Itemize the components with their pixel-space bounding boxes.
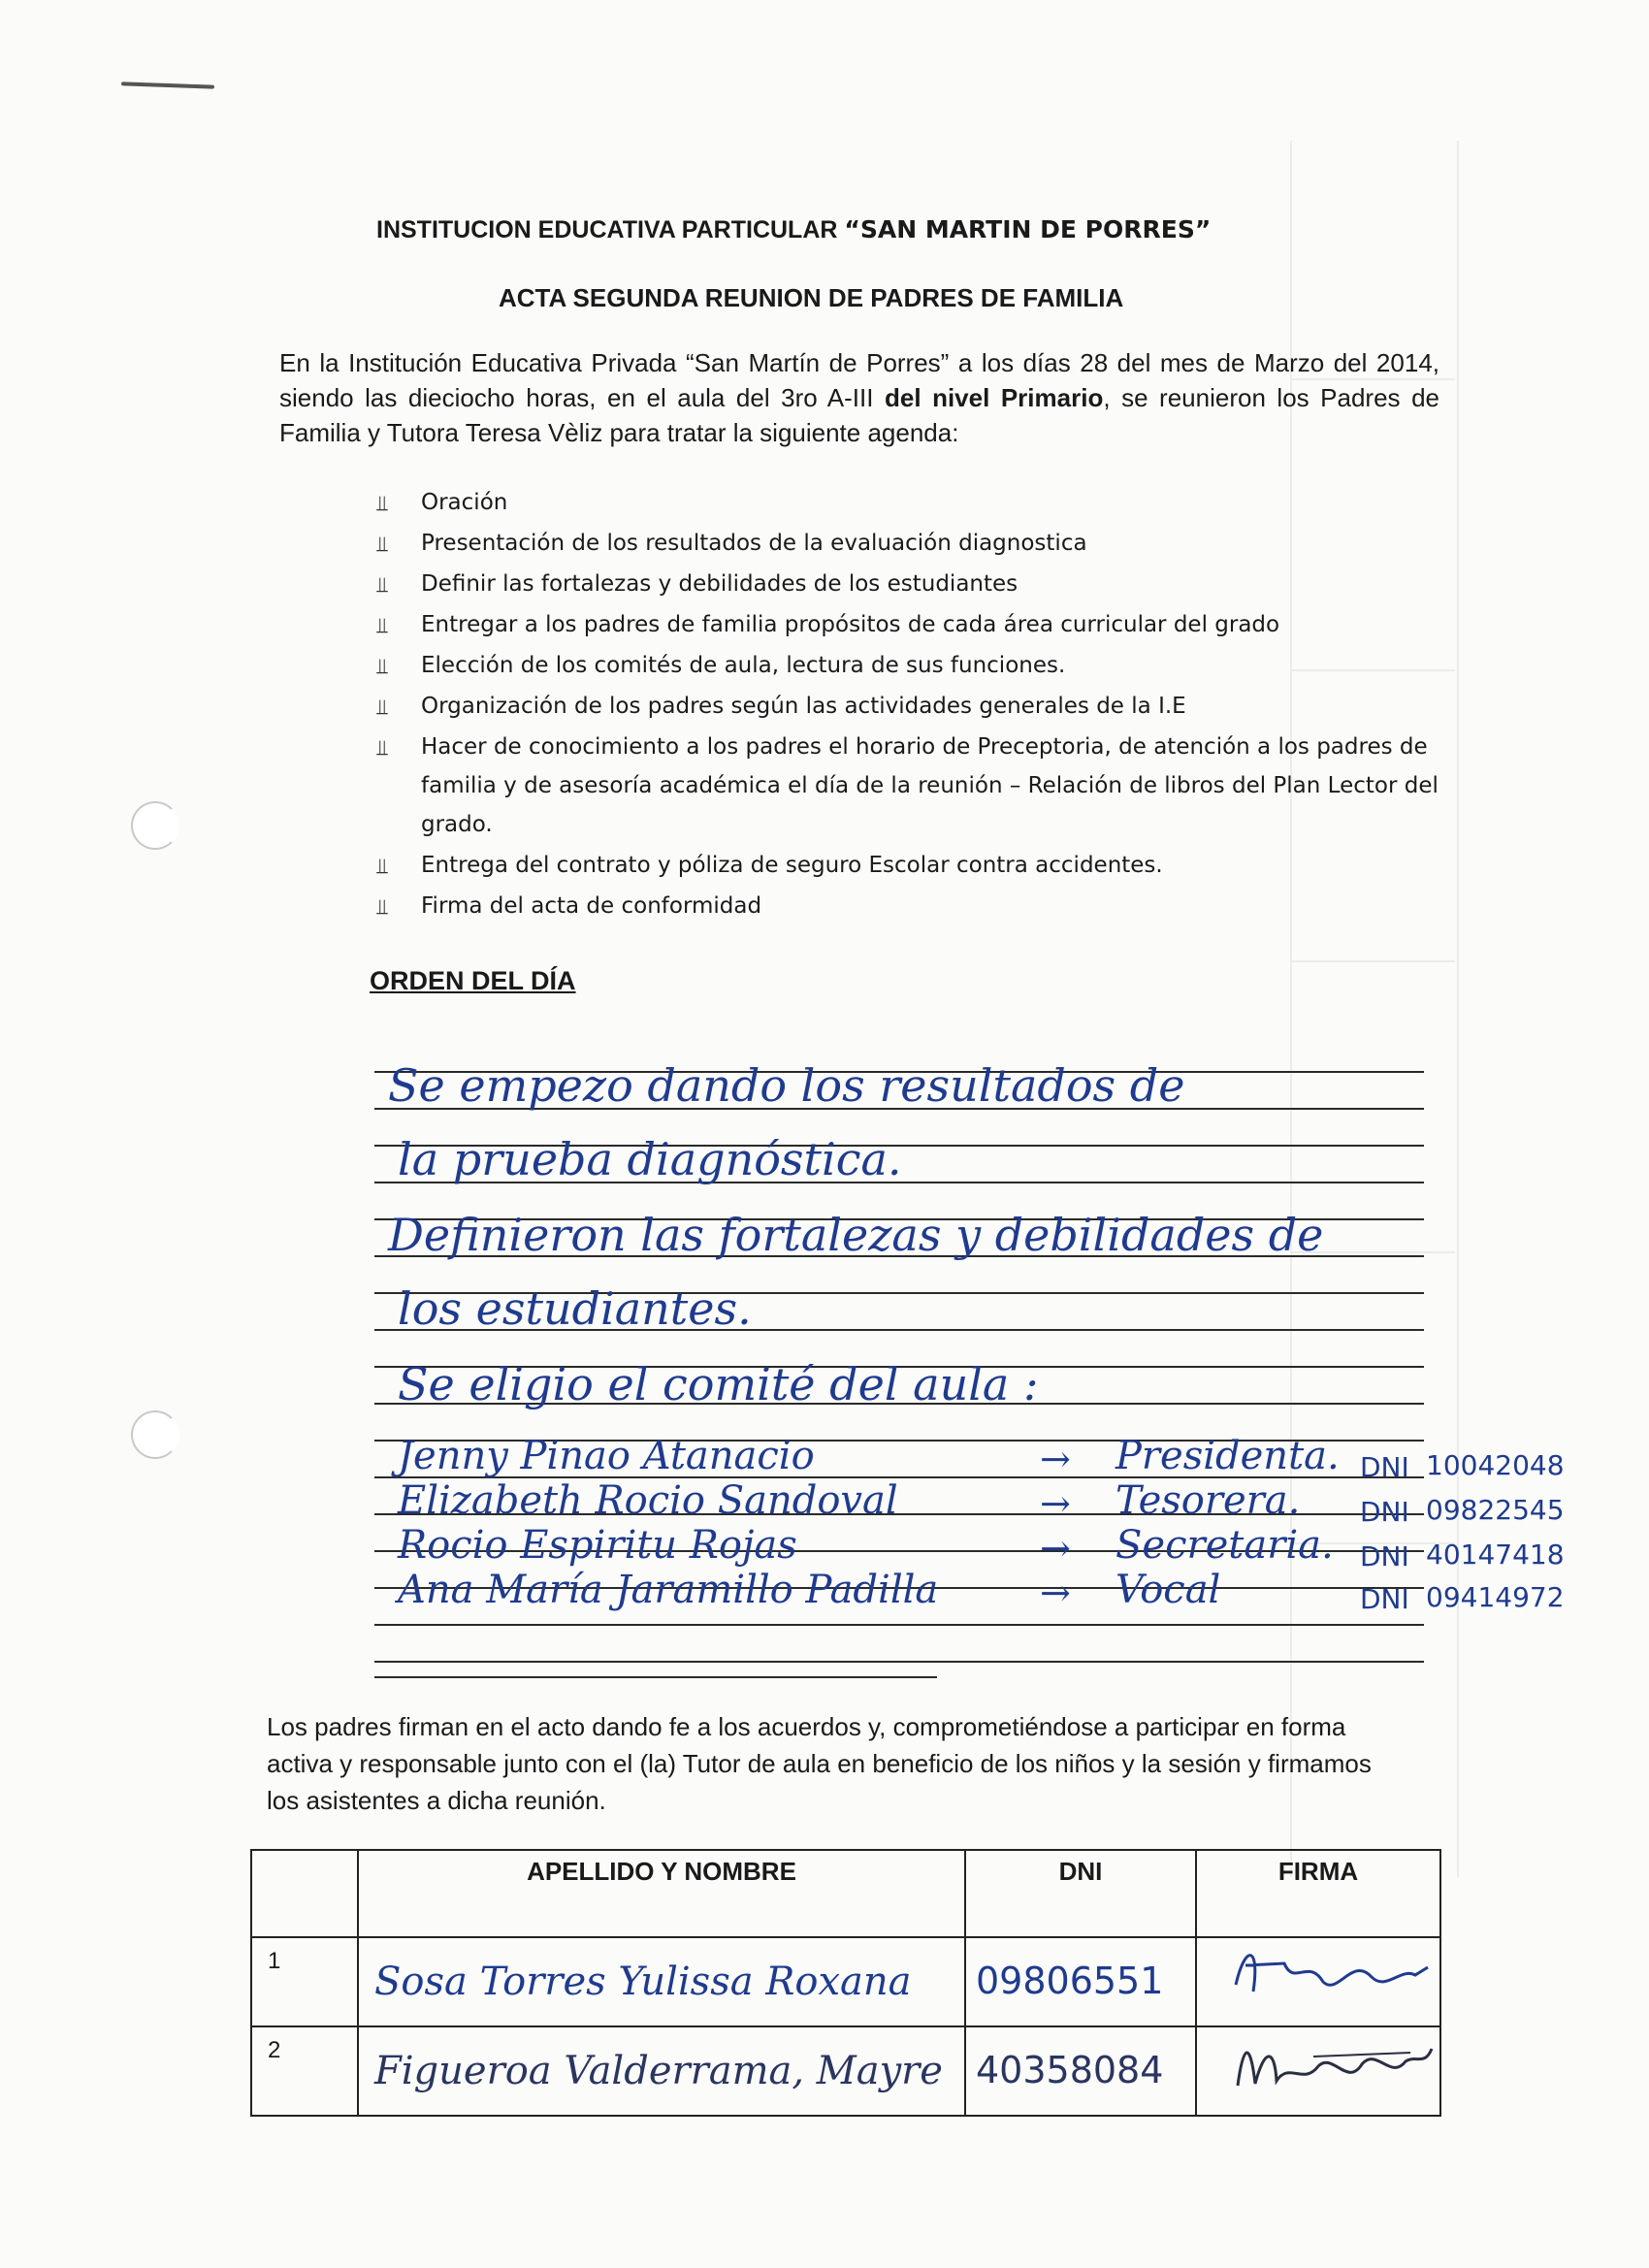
agenda-item-label: Entregar a los padres de familia propósitos de cada área curricular del grado (421, 612, 1280, 637)
committee-member-role: Vocal (1116, 1568, 1221, 1612)
name-cell (358, 1937, 965, 2026)
title-school-name: “SAN MARTIN DE PORRES” (844, 215, 1212, 243)
agenda-item (372, 728, 1449, 844)
signature-cell (1196, 1937, 1440, 2026)
header-dni: DNI (965, 1850, 1196, 1937)
handwritten-line: Se eligio el comité del aula : (398, 1358, 1039, 1410)
orden-del-dia-heading: ORDEN DEL DÍA (370, 966, 576, 995)
dni-cell (965, 1937, 1196, 2026)
pushpin-icon: ⫫ (376, 533, 389, 557)
pushpin-icon: ⫫ (376, 696, 389, 720)
arrow-right-icon: → (1040, 1527, 1071, 1570)
committee-member-role: Tesorera. (1116, 1478, 1301, 1523)
agenda-item-label: Hacer de conocimiento a los padres el horario de Preceptoria, de atención a los padres de familia y de asesoría académica el día de la reunión – Relación de libros del Plan Lector del grado. (421, 734, 1439, 837)
handwritten-line: Se empezo dando los resultados de (388, 1059, 1185, 1112)
punch-hole-bottom (131, 1410, 179, 1459)
committee-member-name: Jenny Pinao Atanacio (398, 1434, 815, 1478)
pushpin-icon: ⫫ (376, 736, 389, 761)
signature-cell (1196, 2026, 1440, 2116)
arrow-right-icon: → (1040, 1482, 1071, 1525)
signature-image (1197, 1938, 1439, 2006)
punch-hole-top (131, 801, 179, 850)
pushpin-icon: ⫫ (376, 655, 389, 679)
intro-text-2: , se reunieron los Padres de Familia y Tutora Teresa Vèliz para tratar la siguiente agenda: (279, 383, 1439, 447)
pushpin-icon: ⫫ (376, 895, 389, 920)
pushpin-icon: ⫫ (376, 614, 389, 638)
committee-dni: 10042048 (1426, 1449, 1565, 1481)
closing-paragraph: Los padres firman en el acto dando fe a los acuerdos y, comprometiéndose a participar en forma activa y responsable junto con el (la) Tutor de aula en beneficio de los niños y la sesión y firmamos los asistentes a dicha reunión. (267, 1712, 1372, 1815)
agenda-item (372, 605, 1449, 644)
agenda-item (372, 846, 1449, 885)
document-title (376, 215, 1211, 244)
dni-cell (965, 2026, 1196, 2116)
committee-member-role: Secretaria. (1116, 1523, 1334, 1568)
handwritten-name: Sosa Torres Yulissa Roxana (374, 1960, 912, 2004)
header-signature: FIRMA (1196, 1850, 1440, 1937)
ruled-line (374, 1661, 1424, 1663)
committee-dni: 09822545 (1426, 1494, 1565, 1526)
agenda-item-label: Organización de los padres según las actividades generales de la I.E (421, 694, 1186, 719)
agenda-item-label: Firma del acta de conformidad (421, 893, 762, 919)
name-cell (358, 2026, 965, 2116)
agenda-item (372, 887, 1449, 925)
handwritten-line: los estudiantes. (398, 1282, 752, 1335)
arrow-right-icon: → (1040, 1571, 1071, 1614)
committee-dni-label: DNI (1360, 1583, 1409, 1615)
header-name: APELLIDO Y NOMBRE (358, 1850, 965, 1937)
committee-dni-label: DNI (1360, 1496, 1409, 1528)
arrow-right-icon: → (1040, 1438, 1071, 1480)
committee-dni-label: DNI (1360, 1540, 1409, 1572)
agenda-item (372, 524, 1449, 563)
committee-dni-label: DNI (1360, 1451, 1409, 1483)
intro-bold-level: del nivel Primario (884, 383, 1104, 412)
table-row (251, 2026, 1440, 2116)
document-subtitle: ACTA SEGUNDA REUNION DE PADRES DE FAMILIA (499, 283, 1124, 312)
intro-paragraph (279, 345, 1439, 450)
handwritten-line: Definieron las fortalezas y debilidades de (388, 1209, 1324, 1261)
table-row (251, 1937, 1440, 2026)
agenda-item-label: Elección de los comités de aula, lectura de sus funciones. (421, 653, 1066, 678)
committee-member-name: Elizabeth Rocio Sandoval (398, 1478, 898, 1523)
attendance-table (250, 1849, 1441, 2117)
committee-member-name: Rocio Espiritu Rojas (398, 1523, 797, 1568)
committee-member-role: Presidenta. (1116, 1434, 1340, 1478)
row-number: 1 (251, 1937, 358, 2026)
agenda-item-label: Definir las fortalezas y debilidades de los estudiantes (421, 571, 1018, 597)
agenda-item-label: Presentación de los resultados de la evaluación diagnostica (421, 531, 1087, 556)
handwritten-dni: 09806551 (976, 1960, 1164, 2002)
handwritten-name: Figueroa Valderrama, Mayre (374, 2049, 943, 2093)
intro-text-1: En la Institución Educativa Privada “San Martín de Porres” a los días 28 del mes de Marzo del 2014, siendo las dieciocho horas, en el aula del 3ro A-III (279, 348, 1439, 412)
signature-image (1197, 2027, 1439, 2095)
agenda-list (372, 483, 1449, 927)
pushpin-icon: ⫫ (376, 492, 389, 516)
handwritten-dni: 40358084 (976, 2049, 1164, 2091)
attendance-header-row (251, 1850, 1440, 1937)
committee-dni: 40147418 (1426, 1539, 1565, 1571)
agenda-item (372, 646, 1449, 685)
agenda-item (372, 483, 1449, 522)
staple-mark (121, 81, 214, 88)
committee-dni: 09414972 (1426, 1581, 1565, 1613)
bleed-through-line (1290, 960, 1455, 962)
signature-scribble (1216, 2027, 1439, 2099)
signature-scribble (1216, 1938, 1439, 2006)
handwritten-line: la prueba diagnóstica. (398, 1133, 902, 1185)
agenda-item-label: Oración (421, 490, 508, 515)
header-number (251, 1850, 358, 1937)
row-number: 2 (251, 2026, 358, 2116)
agenda-item (372, 565, 1449, 603)
agenda-item (372, 687, 1449, 726)
pushpin-icon: ⫫ (376, 573, 389, 598)
ruled-line (374, 1624, 1424, 1626)
pushpin-icon: ⫫ (376, 855, 389, 879)
ruled-line-short (374, 1676, 937, 1678)
committee-member-name: Ana María Jaramillo Padilla (398, 1568, 939, 1612)
agenda-item-label: Entrega del contrato y póliza de seguro Escolar contra accidentes. (421, 853, 1163, 878)
title-text: INSTITUCION EDUCATIVA PARTICULAR (376, 216, 838, 243)
